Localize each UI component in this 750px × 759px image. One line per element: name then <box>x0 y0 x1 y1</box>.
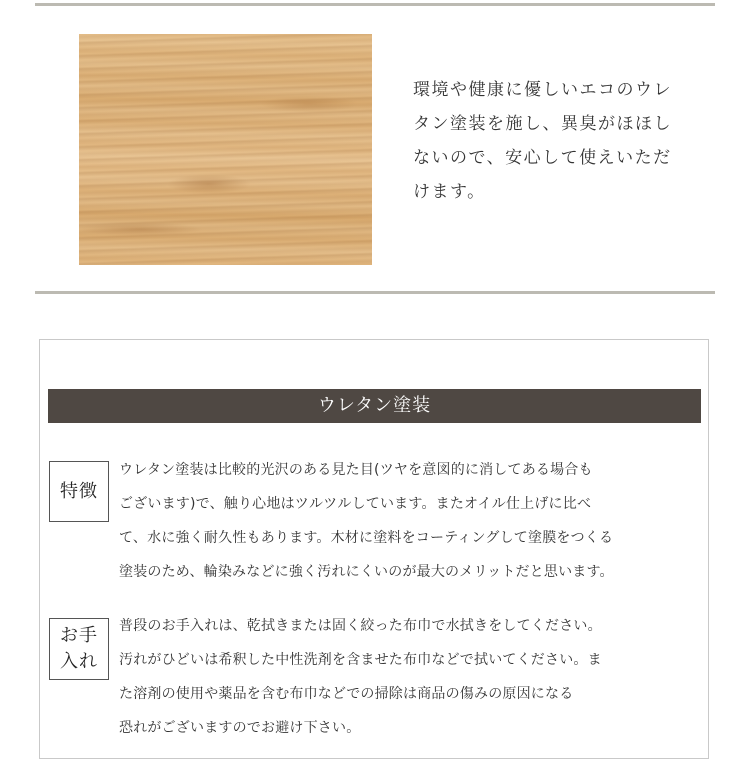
intro-line: タン塗装を施し、異臭がほほし <box>413 114 672 134</box>
features-line: 塗装のため、輪染みなどに強く汚れにくいのが最大のメリットだと思います。 <box>119 564 614 580</box>
features-line: て、水に強く耐久性もあります。木材に塗料をコーティングして塗膜をつくる <box>119 530 614 546</box>
features-line: ウレタン塗装は比較的光沢のある見た目(ツヤを意図的に消してある場合も <box>119 462 593 478</box>
care-line: 汚れがひどいは希釈した中性洗剤を含ませた布巾などで拭いてください。ま <box>119 652 602 668</box>
intro-description <box>413 73 703 209</box>
care-line: た溶剤の使用や薬品を含む布巾などでの掃除は商品の傷みの原因になる <box>119 686 574 702</box>
top-divider <box>35 3 715 6</box>
care-label <box>49 618 109 680</box>
care-text <box>119 609 709 745</box>
features-label: 特徴 <box>49 461 109 522</box>
features-text <box>119 453 709 589</box>
intro-line: 環境や健康に優しいエコのウレ <box>413 80 672 100</box>
bottom-divider <box>35 291 715 294</box>
section-title: ウレタン塗装 <box>48 389 701 423</box>
care-label-line: 入れ <box>60 651 98 672</box>
intro-line: けます。 <box>413 182 486 202</box>
wood-grain-image <box>79 34 372 265</box>
care-label-line: お手 <box>60 625 98 646</box>
care-line: 普段のお手入れは、乾拭きまたは固く絞った布巾で水拭きをしてください。 <box>119 618 602 634</box>
intro-line: ないので、安心して使えいただ <box>413 148 672 168</box>
features-line: ございます)で、触り心地はツルツルしています。またオイル仕上げに比べ <box>119 496 592 512</box>
care-line: 恐れがございますのでお避け下さい。 <box>119 720 361 736</box>
